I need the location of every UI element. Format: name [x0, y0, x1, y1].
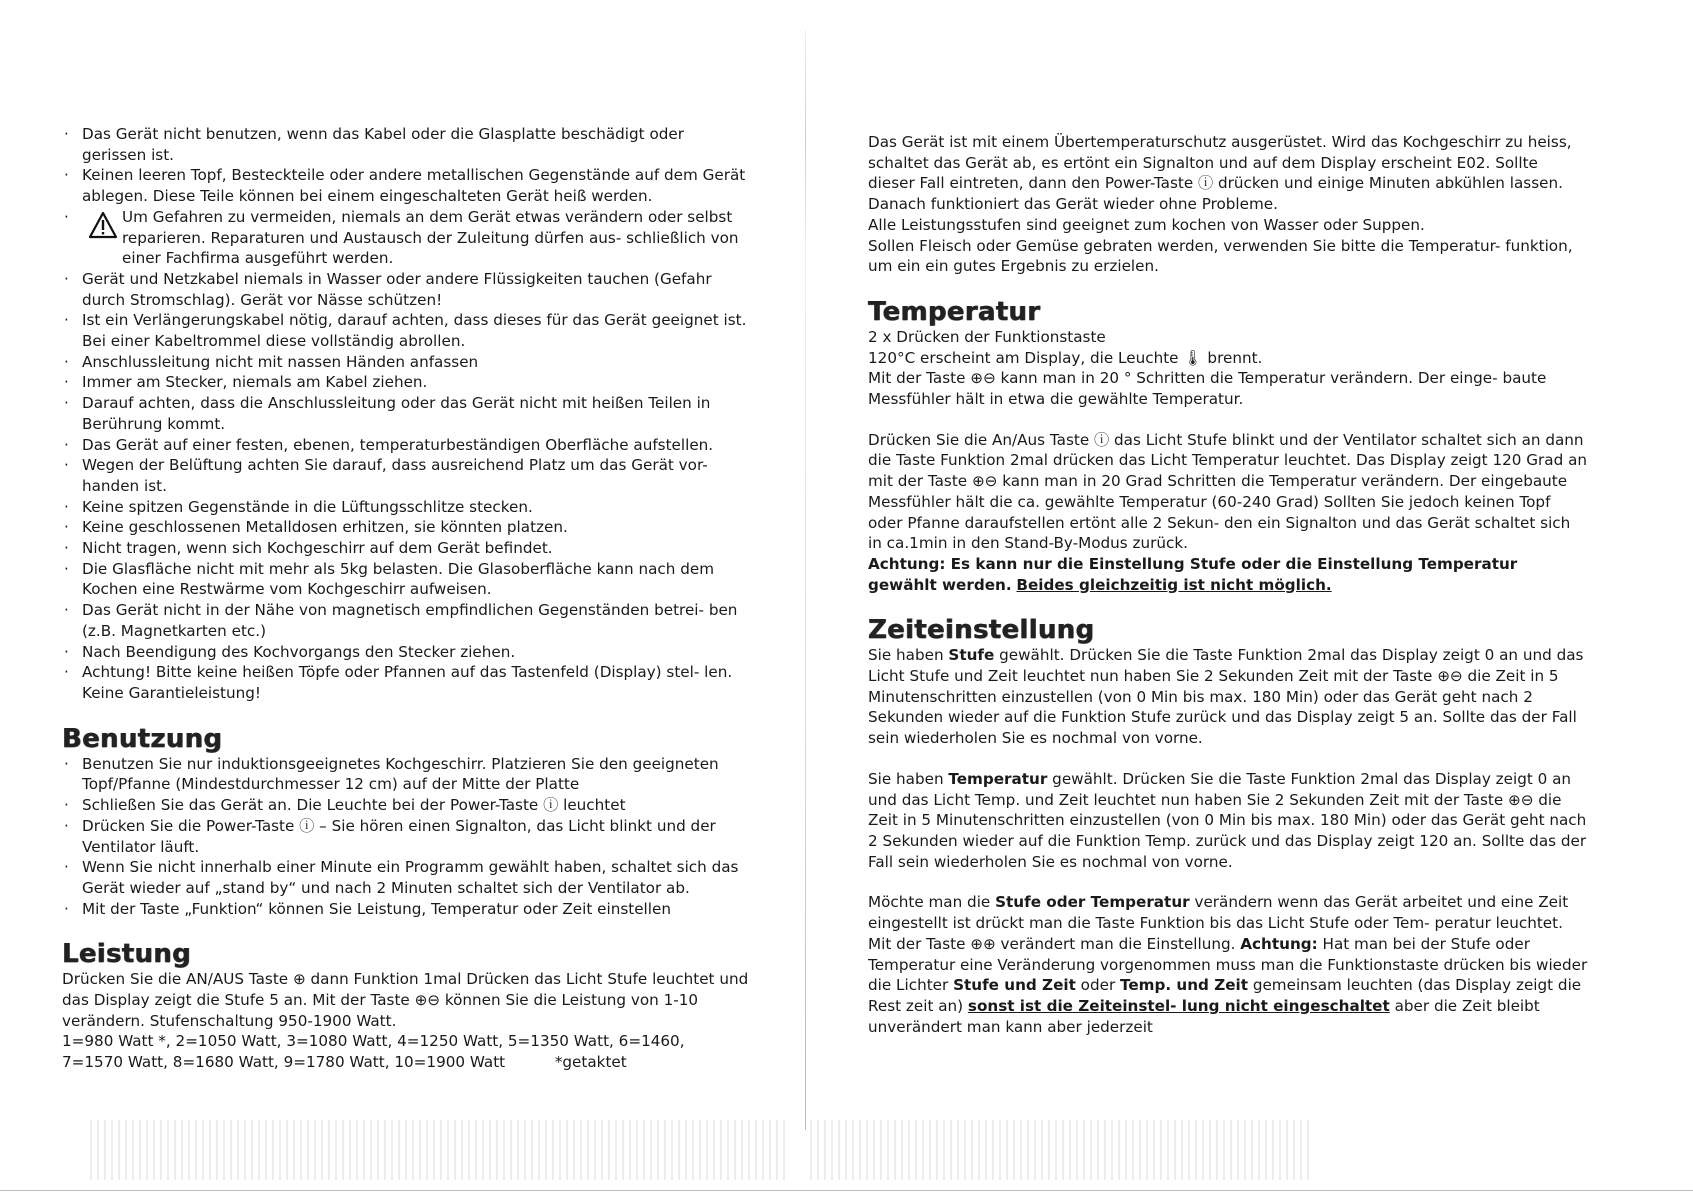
- warning-triangle-icon: [88, 211, 118, 239]
- text-run-bold: Stufe: [948, 646, 995, 665]
- text-run: Möchte man die: [868, 893, 996, 912]
- page-fold-divider: [805, 30, 806, 1130]
- leistung-watt-values: 7=1570 Watt, 8=1680 Watt, 9=1780 Watt, 10=1900 Watt: [62, 1053, 506, 1072]
- list-item: · Mit der Taste „Funktion“ können Sie Leistung, Temperatur oder Zeit einstellen: [62, 899, 752, 920]
- text-run: gewählt. Drücken Sie die Taste Funktion 2mal das Display zeigt 0 an und das Licht Stufe und Zeit leuchtet nun haben Sie 2 Sekunden Zeit mit der Taste ⊕⊖ die Zeit in 5 Minutenschritten einzustellen (von 0 Min bis max. 180 Min) oder das Gerät geht nach 2 Sekunden wieder auf die Funktion Stufe zurück und das Display zeigt 5 an. Sollte das der Fall sein wiederholen Sie es nochmal von vorne.: [868, 646, 1584, 748]
- list-item: · Gerät und Netzkabel niemals in Wasser oder andere Flüssigkeiten tauchen (Gefahr durch Stromschlag). Gerät vor Nässe schützen!: [62, 269, 752, 310]
- list-item-warning: [62, 207, 752, 269]
- text-run: verändern wenn das Gerät arbeitet und eine Zeit eingestellt ist drückt man die Taste Funktion bis das Licht Stufe oder Tem- peratur leuchtet. Mit der Taste ⊕⊕ verändert man die Einstellung.: [868, 893, 1569, 953]
- scan-noise-right: [810, 1120, 1310, 1180]
- text-run: oder: [1075, 976, 1121, 995]
- list-item: · Nach Beendigung des Kochvorgangs den Stecker ziehen.: [62, 642, 752, 663]
- text-run-bold: Temp. und Zeit: [1120, 976, 1248, 995]
- list-item: · Drücken Sie die Power-Taste ⓘ – Sie hören einen Signalton, das Licht blinkt und der Ventilator läuft.: [62, 816, 752, 857]
- leistung-paragraph: Drücken Sie die AN/AUS Taste ⊕ dann Funktion 1mal Drücken das Licht Stufe leuchtet und das Display zeigt die Stufe 5 an. Mit der Taste ⊕⊖ können Sie die Leistung von 1-10 verändern. Stufenschaltung 950-1900 Watt.: [62, 970, 749, 1030]
- list-item: · Wegen der Belüftung achten Sie darauf, dass ausreichend Platz um das Gerät vor- handen ist.: [62, 455, 752, 496]
- temperatur-line: 120°C erscheint am Display, die Leuchte 🌡 brennt.: [868, 348, 1263, 367]
- text-run: gewählt. Drücken Sie die Taste Funktion 2mal das Display zeigt 0 an und das Licht Temp. und Zeit leuchtet nun haben Sie 2 Sekunden Zeit mit der Taste ⊕⊖ die Zeit in 5 Minutenschritten einzustellen (von 0 Min bis max. 180 Min) oder das Gerät geht nach 2 Sekunden wieder auf die Funktion Temp. zurück und das Display zeigt 120 an. Sollte das der Fall sein wiederholen Sie es nochmal von vorne.: [868, 769, 1587, 871]
- text-run-bold: Temperatur: [948, 769, 1048, 788]
- list-item: · Die Glasfläche nicht mit mehr als 5kg belasten. Die Glasoberfläche kann nach dem Kochen eine Restwärme vom Kochgeschirr aufweisen.: [62, 559, 752, 600]
- leistung-watt-line-1: 1=980 Watt *, 2=1050 Watt, 3=1080 Watt, 4=1250 Watt, 5=1350 Watt, 6=1460,: [62, 1032, 685, 1051]
- text-run: gemeinsam leuchten (das Display zeigt die Rest zeit an): [868, 976, 1582, 1015]
- text-run: Hat man bei der Stufe oder Temperatur eine Veränderung vorgenommen muss man die Funktionstaste drücken bis wieder die Lichter: [868, 934, 1588, 995]
- text-run-bold: Achtung:: [1240, 934, 1318, 953]
- temperatur-line: Mit der Taste ⊕⊖ kann man in 20 ° Schritten die Temperatur verändern. Der einge- baute Messfühler hält in etwa die gewählte Temperatur.: [868, 369, 1547, 409]
- scan-edge-line: [0, 1190, 1693, 1191]
- list-item: · Benutzen Sie nur induktionsgeeignetes Kochgeschirr. Platzieren Sie den geeigneten Topf/Pfanne (Mindestdurchmesser 12 cm) auf der Mitte der Platte: [62, 754, 752, 795]
- list-item: · Das Gerät nicht benutzen, wenn das Kabel oder die Glasplatte beschädigt oder gerissen ist.: [62, 124, 752, 165]
- list-item: · Darauf achten, dass die Anschlussleitung oder das Gerät nicht mit heißen Teilen in Berührung kommt.: [62, 393, 752, 434]
- section-title-benutzung: Benutzung: [62, 723, 223, 754]
- achtung-bold-text: Achtung: Es kann nur die Einstellung Stufe oder die Einstellung Temperatur gewählt werden.: [868, 554, 1518, 594]
- benutzung-list: [62, 754, 752, 920]
- list-item: · Wenn Sie nicht innerhalb einer Minute ein Programm gewählt haben, schaltet sich das Gerät wieder auf „stand by“ und nach 2 Minuten schaltet sich der Ventilator ab.: [62, 857, 752, 898]
- right-page: [868, 132, 1588, 1037]
- text-run-bold: Stufe oder Temperatur: [995, 893, 1190, 912]
- warning-text: Um Gefahren zu vermeiden, niemals an dem Gerät etwas verändern oder selbst reparieren. Reparaturen und Austausch der Zuleitung dürfen aus- schließlich von einer Fachfirma ausgeführt werden.: [122, 207, 739, 268]
- zeit-paragraph-stufe: [868, 645, 1588, 749]
- achtung-note: [868, 554, 1588, 595]
- section-title-zeiteinstellung: Zeiteinstellung: [868, 615, 1095, 646]
- left-page: [62, 124, 752, 1073]
- list-item: · Ist ein Verlängerungskabel nötig, darauf achten, dass dieses für das Gerät geeignet ist. Bei einer Kabeltrommel diese vollständig abrollen.: [62, 310, 752, 351]
- safety-list: [62, 124, 752, 704]
- list-item: · Das Gerät auf einer festen, ebenen, temperaturbeständigen Oberfläche aufstellen.: [62, 435, 752, 456]
- achtung-underlined-text: Beides gleichzeitig ist nicht möglich.: [1016, 575, 1332, 594]
- list-item: · Keinen leeren Topf, Besteckteile oder andere metallischen Gegenstände auf dem Gerät ablegen. Diese Teile können bei einem eingeschalteten Gerät heiß werden.: [62, 165, 752, 206]
- text-run: Sie haben: [868, 646, 949, 665]
- intro-line: Alle Leistungsstufen sind geeignet zum kochen von Wasser oder Suppen.: [868, 215, 1425, 234]
- text-run: aber die Zeit bleibt unverändert man kann aber jederzeit: [868, 996, 1540, 1036]
- list-item: · Keine geschlossenen Metalldosen erhitzen, sie könnten platzen.: [62, 517, 752, 538]
- section-title-temperatur: Temperatur: [868, 296, 1041, 327]
- temperatur-paragraph: Drücken Sie die An/Aus Taste ⓘ das Licht Stufe blinkt und der Ventilator schaltet sich an dann die Taste Funktion 2mal drücken das Licht Temperatur leuchtet. Das Display zeigt 120 Grad an mit der Taste ⊕⊖ kann man in 20 Grad Schritten die Temperatur verändern. Der eingebaute Messfühler hält die ca. gewählte Temperatur (60-240 Grad) Sollten Sie jedoch keinen Topf oder Pfanne daraufstellen ertönt alle 2 Sekun- den ein Signalton und das Gerät schaltet sich in ca.1min in den Stand-By-Modus zurück.: [868, 430, 1587, 553]
- leistung-footnote: *getaktet: [554, 1053, 627, 1072]
- intro-paragraph: Das Gerät ist mit einem Übertemperaturschutz ausgerüstet. Wird das Kochgeschirr zu heiss, schaltet das Gerät ab, es ertönt ein Signalton und auf dem Display erscheint E02. Sollte dieser Fall eintreten, dann den Power-Taste ⓘ drücken und einige Minuten abkühlen lassen. Danach funktioniert das Gerät wieder ohne Probleme.: [868, 133, 1572, 214]
- scan-noise-left: [90, 1120, 790, 1180]
- list-item: · Schließen Sie das Gerät an. Die Leuchte bei der Power-Taste ⓘ leuchtet: [62, 795, 752, 816]
- list-item: · Achtung! Bitte keine heißen Töpfe oder Pfannen auf das Tastenfeld (Display) stel- len. Keine Garantieleistung!: [62, 662, 752, 703]
- intro-line: Sollen Fleisch oder Gemüse gebraten werden, verwenden Sie bitte die Temperatur- funktion, um ein ein gutes Ergebnis zu erzielen.: [868, 236, 1573, 276]
- list-item: · Immer am Stecker, niemals am Kabel ziehen.: [62, 372, 752, 393]
- leistung-watt-line-2: [62, 1052, 752, 1073]
- text-run-underlined: sonst ist die Zeiteinstel- lung nicht eingeschaltet: [967, 996, 1390, 1015]
- list-item: · Keine spitzen Gegenstände in die Lüftungsschlitze stecken.: [62, 497, 752, 518]
- section-title-leistung: Leistung: [62, 939, 192, 970]
- text-run-bold: Stufe und Zeit: [953, 976, 1076, 995]
- list-item: · Anschlussleitung nicht mit nassen Händen anfassen: [62, 352, 752, 373]
- temperatur-line: 2 x Drücken der Funktionstaste: [868, 327, 1106, 346]
- text-run: Sie haben: [868, 769, 949, 788]
- zeit-paragraph-change: [868, 892, 1588, 1037]
- list-item: · Nicht tragen, wenn sich Kochgeschirr auf dem Gerät befindet.: [62, 538, 752, 559]
- list-item: · Das Gerät nicht in der Nähe von magnetisch empfindlichen Gegenständen betrei- ben (z.B. Magnetkarten etc.): [62, 600, 752, 641]
- zeit-paragraph-temperatur: [868, 769, 1588, 873]
